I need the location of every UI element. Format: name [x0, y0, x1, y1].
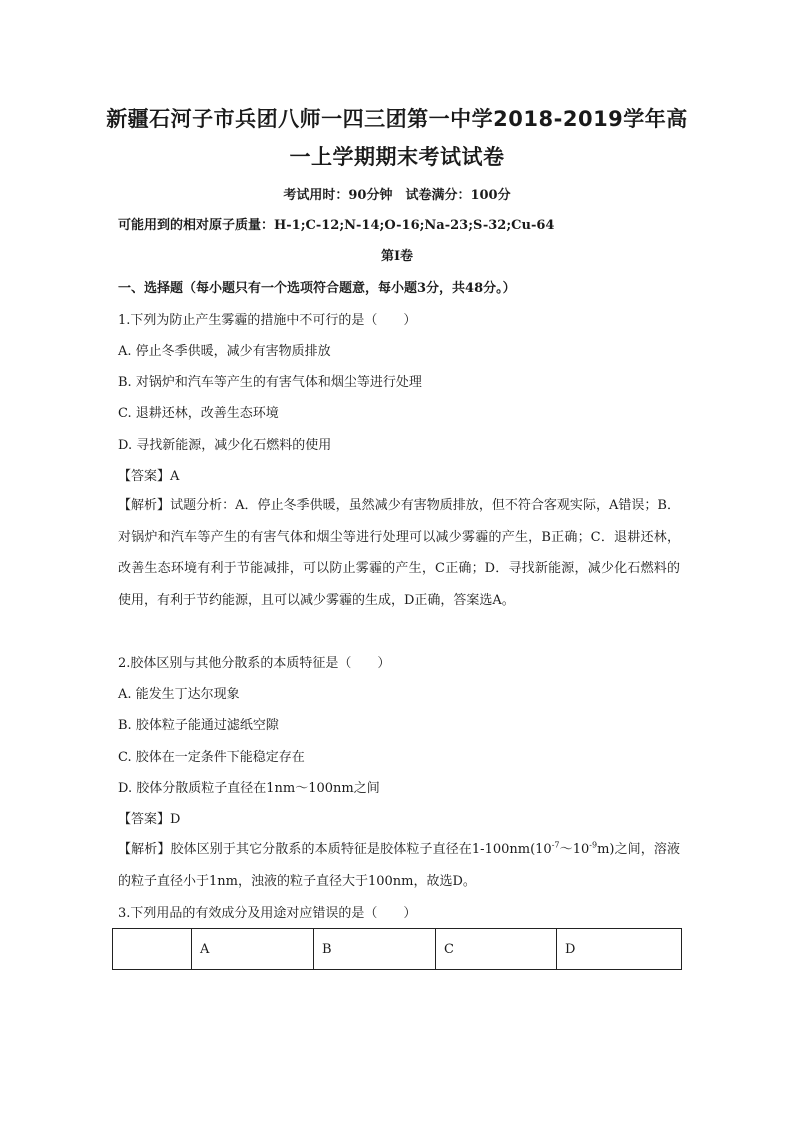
- table-row: [113, 929, 682, 970]
- table-header-cell: [113, 929, 192, 970]
- question-1-analysis: [118, 490, 680, 616]
- question-1-answer: 【答案】A: [118, 469, 180, 484]
- title-line-2: 一上学期期末考试试卷: [289, 145, 505, 169]
- table-header-cell: D: [557, 929, 682, 970]
- table-header-cell: C: [436, 929, 557, 970]
- question-3-stem: 3.下列用品的有效成分及用途对应错误的是（ ）: [118, 906, 417, 921]
- question-1-stem: 1.下列为防止产生雾霾的措施中不可行的是（ ）: [118, 313, 417, 328]
- table-header-cell: A: [192, 929, 314, 970]
- question-2-option-a: A. 能发生丁达尔现象: [118, 687, 240, 702]
- question-1-option-b: B. 对锅炉和汽车等产生的有害气体和烟尘等进行处理: [118, 375, 422, 390]
- question-1-option-c: C. 退耕还林，改善生态环境: [118, 406, 279, 421]
- title-line-1: 新疆石河子市兵团八师一四三团第一中学2018-2019学年高: [106, 107, 688, 131]
- exponent-2: -9: [589, 840, 598, 850]
- question-2-option-c: C. 胶体在一定条件下能稳定存在: [118, 750, 305, 765]
- question-1-option-a: A. 停止冬季供暖，减少有害物质排放: [118, 344, 331, 359]
- section-heading: 一、选择题（每小题只有一个选项符合题意，每小题3分，共48分。）: [118, 281, 516, 296]
- analysis-text: 试题分析：A．停止冬季供暖，虽然减少有害物质排放，但不符合客观实际，A错误；B．对锅炉和汽车等产生的有害气体和烟尘等进行处理可以减少雾霾的产生，B正确；C．退耕还林，改善生态环境有利于节能减排，可以防止雾霾的产生，C正确；D．寻找新能源，减少化石燃料的使用，有利于节约能源，且可以减少雾霾的生成，D正确，答案选A。: [118, 498, 680, 608]
- question-2-answer: 【答案】D: [118, 812, 181, 827]
- question-2-option-d: D. 胶体分散质粒子直径在1nm～100nm之间: [118, 781, 380, 796]
- analysis-label: 【解析】: [118, 842, 171, 857]
- question-1-option-d: D. 寻找新能源，减少化石燃料的使用: [118, 438, 332, 453]
- analysis-text-a: 胶体区别于其它分散系的本质特征是胶体粒子直径在1-100nm(10: [170, 842, 552, 857]
- exam-info: 考试用时：90分钟 试卷满分：100分: [283, 188, 511, 203]
- question-2-option-b: B. 胶体粒子能通过滤纸空隙: [118, 718, 279, 733]
- question-2-stem: 2.胶体区别与其他分散系的本质特征是（ ）: [118, 656, 391, 671]
- atomic-mass-line: 可能用到的相对原子质量：H-1;C-12;N-14;O-16;Na-23;S-32;Cu-64: [118, 218, 555, 233]
- question-2-analysis: [118, 834, 680, 897]
- volume-heading: 第Ⅰ卷: [380, 249, 414, 264]
- question-3-table: [112, 928, 682, 970]
- table-header-cell: B: [314, 929, 436, 970]
- analysis-text-b: ～10: [559, 842, 590, 857]
- exponent-1: -7: [551, 840, 560, 850]
- analysis-text-c: m)之间，溶液的粒子直径小于1nm，浊液的粒子直径大于100nm，故选D。: [118, 842, 680, 889]
- analysis-label: 【解析】: [118, 498, 171, 513]
